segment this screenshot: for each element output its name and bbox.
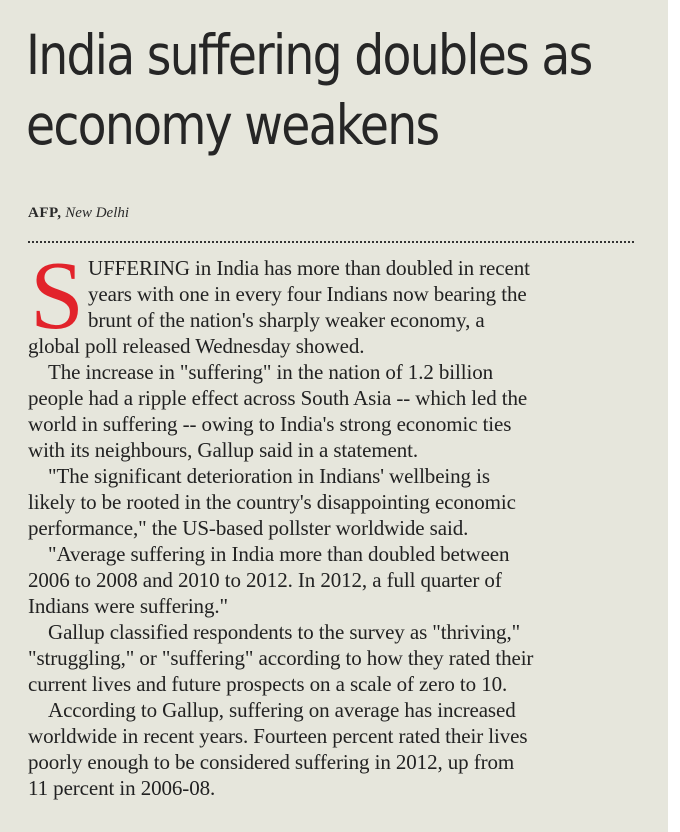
headline-line-1: India suffering doubles as — [26, 23, 592, 87]
paragraph-line: world in suffering -- owing to India's strong economic ties — [28, 412, 512, 436]
paragraph — [28, 619, 634, 697]
paragraph — [28, 359, 634, 463]
paragraph-line: Indians were suffering." — [28, 594, 228, 618]
paragraph-line: "struggling," or "suffering" according to how they rated their — [28, 646, 534, 670]
headline — [26, 20, 592, 160]
paragraph-line: According to Gallup, suffering on average has increased — [48, 698, 516, 722]
paragraph-line: UFFERING in India has more than doubled in recent — [88, 256, 530, 280]
dateline — [28, 205, 129, 222]
dateline-place: New Delhi — [65, 205, 130, 221]
dateline-agency: AFP, — [28, 205, 62, 221]
paragraph — [28, 697, 634, 801]
paragraph-line: Gallup classified respondents to the survey as "thriving," — [48, 620, 521, 644]
paragraph-line: "The significant deterioration in Indians' wellbeing is — [48, 464, 490, 488]
paragraph-line: poorly enough to be considered suffering in 2012, up from — [28, 750, 515, 774]
headline-line-2: economy weakens — [26, 93, 439, 157]
paragraph-line: current lives and future prospects on a scale of zero to 10. — [28, 672, 508, 696]
paragraph-line: likely to be rooted in the country's disappointing economic — [28, 490, 516, 514]
paragraph-line: 2006 to 2008 and 2010 to 2012. In 2012, a full quarter of — [28, 568, 502, 592]
paragraph — [28, 463, 634, 541]
paragraph-line: global poll released Wednesday showed. — [28, 334, 365, 358]
paragraph-line: The increase in "suffering" in the nation of 1.2 billion — [48, 360, 494, 384]
paragraph-line: people had a ripple effect across South Asia -- which led the — [28, 386, 528, 410]
article-body — [28, 242, 634, 801]
paragraph-line: years with one in every four Indians now bearing the — [88, 282, 527, 306]
paragraph — [28, 242, 634, 359]
dotted-divider — [28, 241, 634, 243]
paragraph-line: brunt of the nation's sharply weaker economy, a — [88, 308, 485, 332]
paragraph — [28, 541, 634, 619]
scan-edge — [668, 0, 680, 832]
paragraph-line: performance," the US-based pollster worldwide said. — [28, 516, 469, 540]
paragraph-line: worldwide in recent years. Fourteen percent rated their lives — [28, 724, 528, 748]
paragraph-line: 11 percent in 2006-08. — [28, 776, 216, 800]
paragraph-line: "Average suffering in India more than doubled between — [48, 542, 510, 566]
drop-cap: S — [30, 242, 84, 349]
paragraph-line: with its neighbours, Gallup said in a statement. — [28, 438, 419, 462]
